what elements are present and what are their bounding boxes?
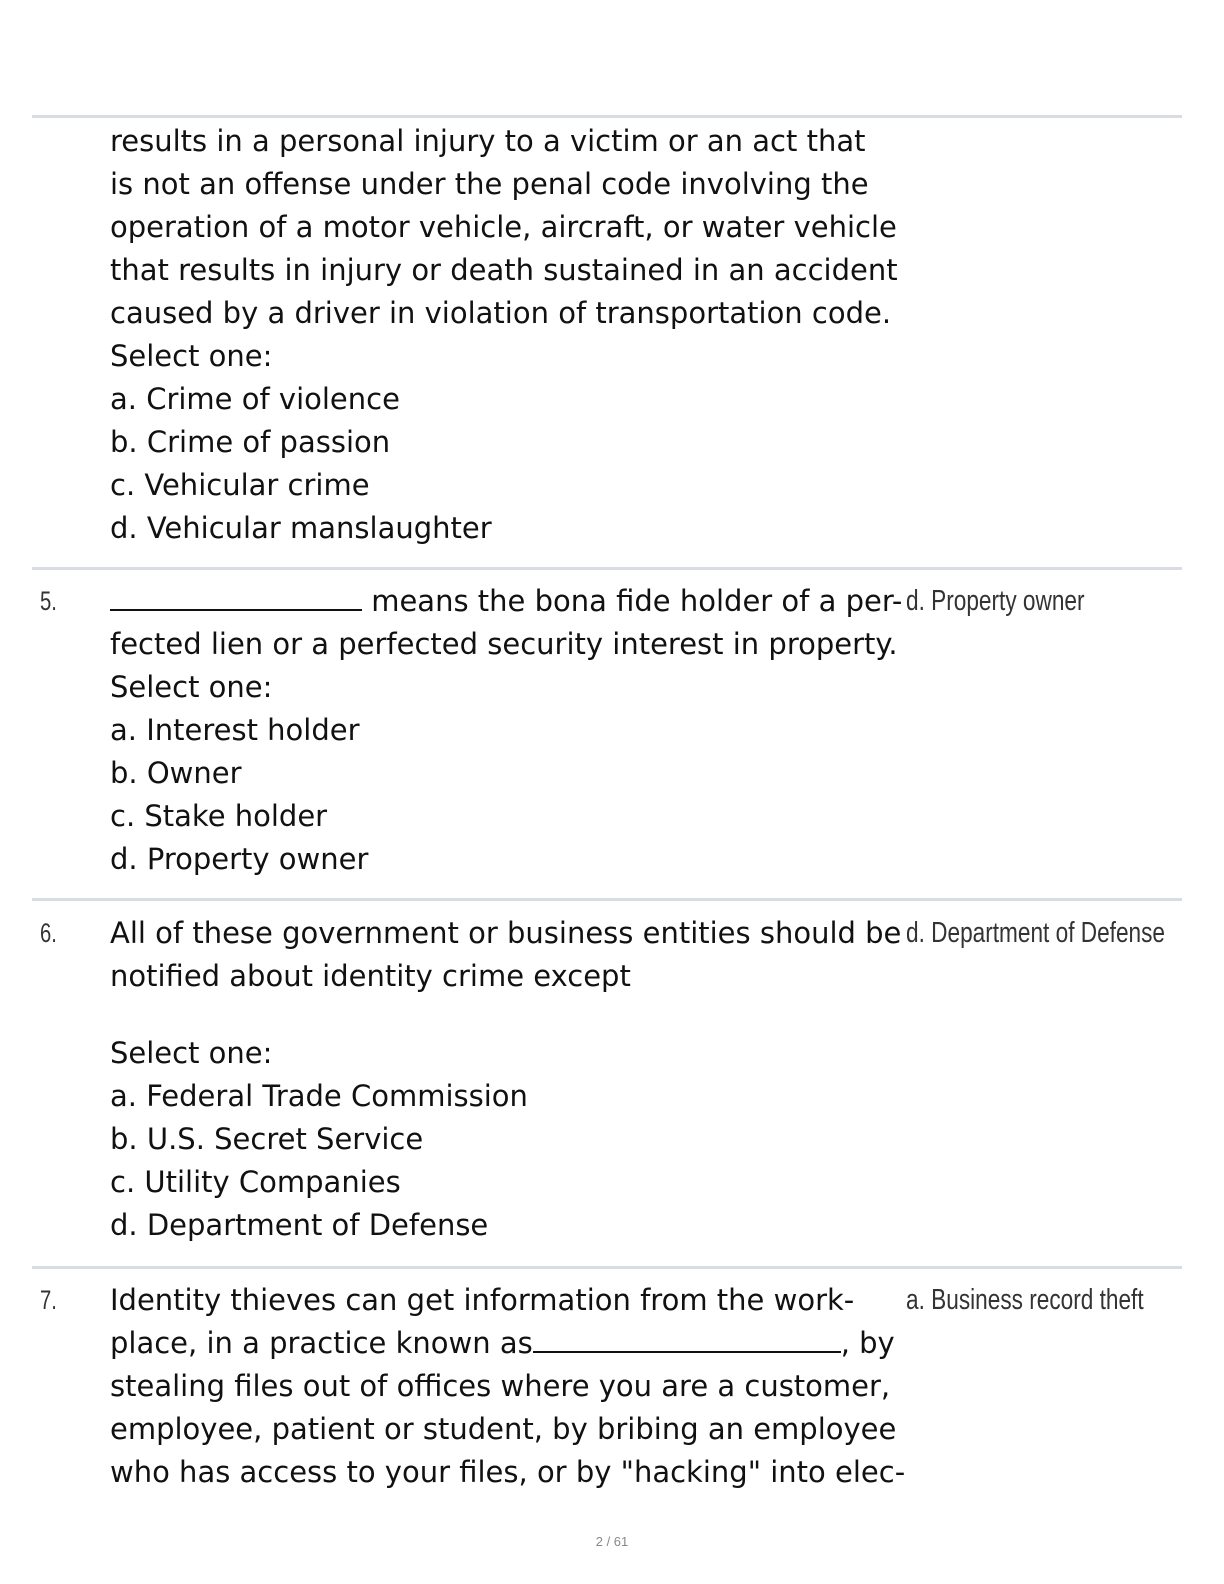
option-b: b. Owner [110,756,242,790]
question-text [110,120,900,550]
question-line: operation of a motor vehicle, aircraft, or water vehicle [110,210,897,244]
question-line-text: place, in a practice known as [110,1326,533,1360]
option-d: d. Property owner [110,842,369,876]
option-c: c. Stake holder [110,799,328,833]
question-number: 5. [40,586,57,616]
answer-text: d. Department of Defense [906,917,1166,949]
spacer [110,998,900,1032]
question-line [110,1322,900,1365]
question-line: caused by a driver in violation of transportation code. [110,296,892,330]
question-line: Identity thieves can get information from the work- [110,1283,855,1317]
select-one-label: Select one: [110,339,273,373]
question-text [110,912,900,1247]
question-line: is not an offense under the penal code involving the [110,167,869,201]
page-number: 2 / 61 [595,1534,629,1549]
option-a: a. Federal Trade Commission [110,1079,528,1113]
question-line: fected lien or a perfected security interest in property. [110,627,898,661]
answer-text: d. Property owner [906,585,1085,617]
question-line: who has access to your files, or by "hacking" into elec- [110,1455,906,1489]
divider-q5 [32,567,1182,570]
question-line: that results in injury or death sustained in an accident [110,253,898,287]
divider-q7 [32,1266,1182,1269]
divider-q6 [32,898,1182,901]
question-number: 7. [40,1285,57,1315]
option-b: b. U.S. Secret Service [110,1122,424,1156]
question-line: stealing files out of offices where you are a customer, [110,1369,891,1403]
answer-text: a. Business record theft [906,1284,1144,1316]
question-text [110,1279,906,1494]
question-number: 6. [40,918,57,948]
question-line: results in a personal injury to a victim or an act that [110,124,866,158]
divider-top [32,115,1182,118]
option-a: a. Crime of violence [110,382,400,416]
option-b: b. Crime of passion [110,425,391,459]
question-line: notified about identity crime except [110,959,631,993]
question-line-text: means the bona fide holder of a per- [362,584,903,618]
question-text [110,580,903,881]
question-line [110,580,903,623]
option-a: a. Interest holder [110,713,360,747]
fill-in-blank [533,1323,841,1353]
question-line: All of these government or business entities should be [110,916,902,950]
question-line-text: , by [840,1326,895,1360]
option-c: c. Vehicular crime [110,468,370,502]
select-one-label: Select one: [110,670,273,704]
select-one-label: Select one: [110,1036,273,1070]
option-d: d. Vehicular manslaughter [110,511,492,545]
fill-in-blank [110,581,362,611]
question-line: employee, patient or student, by bribing an employee [110,1412,897,1446]
option-c: c. Utility Companies [110,1165,401,1199]
option-d: d. Department of Defense [110,1208,489,1242]
